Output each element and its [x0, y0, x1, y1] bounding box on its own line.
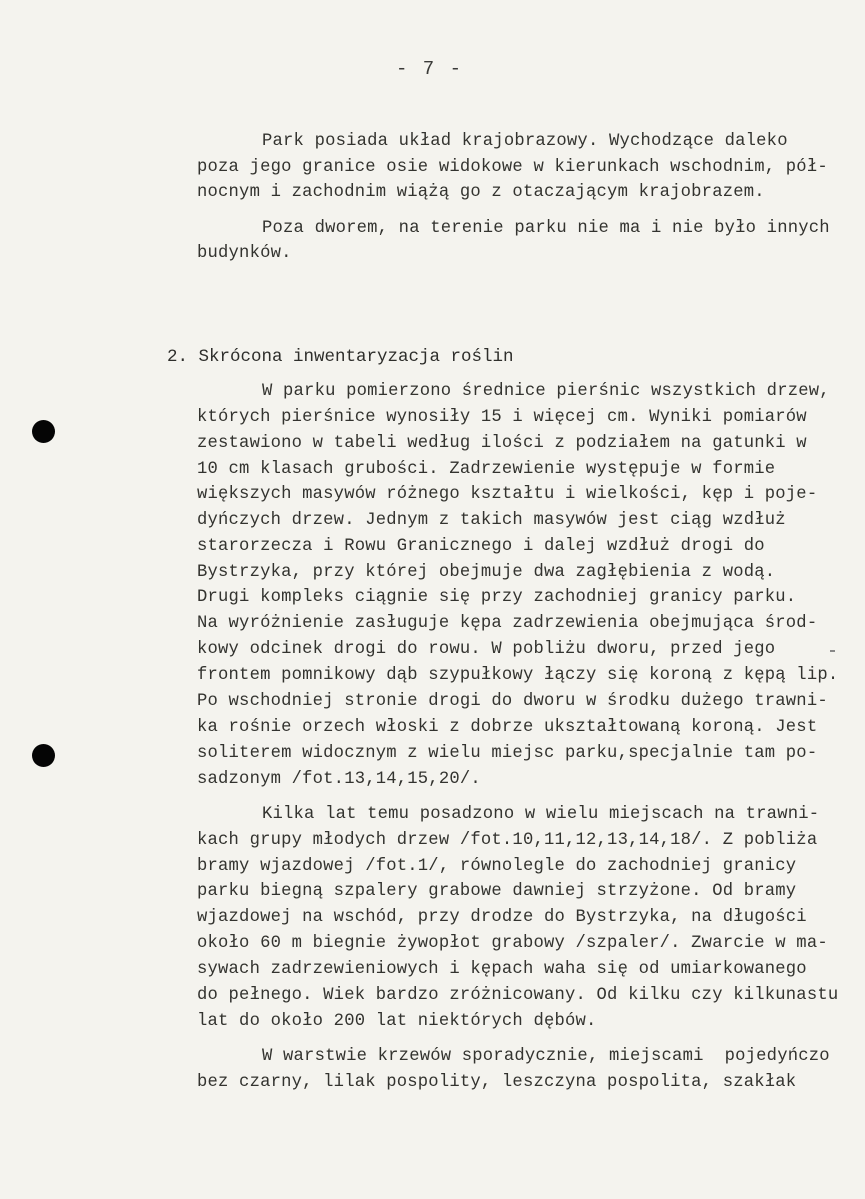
page-number: - 7 - [396, 58, 464, 80]
paragraph-3-line-6: dyńczych drzew. Jednym z takich masywów jest ciąg wzdłuż [197, 511, 786, 530]
paragraph-3-line-5: większych masywów różnego kształtu i wielkości, kęp i poje- [197, 485, 818, 504]
paragraph-3-line-15: soliterem widocznym z wielu miejsc parku,specjalnie tam po- [197, 744, 818, 763]
paragraph-3-line-11: kowy odcinek drogi do rowu. W pobliżu dworu, przed jego [197, 640, 776, 659]
paragraph-4-line-7: sywach zadrzewieniowych i kępach waha się od umiarkowanego [197, 960, 807, 979]
paragraph-3-line-2: których pierśnice wynosiły 15 i więcej cm. Wyniki pomiarów [197, 408, 807, 427]
punch-hole-top [32, 420, 55, 443]
paragraph-4-line-5: wjazdowej na wschód, przy drodze do Bystrzyka, na długości [197, 908, 807, 927]
paragraph-4-line-1: Kilka lat temu posadzono w wielu miejscach na trawni- [262, 805, 820, 824]
punch-hole-bottom [32, 744, 55, 767]
paragraph-3-line-14: ka rośnie orzech włoski z dobrze ukształtowaną koroną. Jest [197, 718, 818, 737]
paragraph-3-line-16: sadzonym /fot.13,14,15,20/. [197, 770, 481, 789]
section-heading: 2. Skrócona inwentaryzacja roślin [167, 347, 514, 367]
paragraph-2-line-2: budynków. [197, 244, 292, 263]
paragraph-2-line-1: Poza dworem, na terenie parku nie ma i nie było innych [262, 219, 830, 238]
paragraph-4-line-9: lat do około 200 lat niektórych dębów. [197, 1012, 597, 1031]
paragraph-3-line-13: Po wschodniej stronie drogi do dworu w środku dużego trawni- [197, 692, 828, 711]
paragraph-1-line-3: nocnym i zachodnim wiążą go z otaczającym krajobrazem. [197, 183, 765, 202]
paragraph-3-line-7: starorzecza i Rowu Granicznego i dalej wzdłuż drogi do [197, 537, 765, 556]
paragraph-3-line-3: zestawiono w tabeli według ilości z podziałem na gatunki w [197, 434, 807, 453]
paragraph-3-line-9: Drugi kompleks ciągnie się przy zachodniej granicy parku. [197, 588, 797, 607]
paragraph-5-line-1: W warstwie krzewów sporadycznie, miejscami pojedyńczo [262, 1047, 830, 1066]
paragraph-4-line-8: do pełnego. Wiek bardzo zróżnicowany. Od kilku czy kilkunastu [197, 986, 839, 1005]
paragraph-3-line-4: 10 cm klasach grubości. Zadrzewienie występuje w formie [197, 460, 776, 479]
paragraph-1-line-2: poza jego granice osie widokowe w kierunkach wschodnim, pół- [197, 158, 828, 177]
paragraph-4-line-3: bramy wjazdowej /fot.1/, równolegle do zachodniej granicy [197, 857, 797, 876]
paragraph-4-line-4: parku biegną szpalery grabowe dawniej strzyżone. Od bramy [197, 882, 797, 901]
paragraph-4-line-6: około 60 m biegnie żywopłot grabowy /szpaler/. Zwarcie w ma- [197, 934, 828, 953]
paragraph-5-line-2: bez czarny, lilak pospolity, leszczyna pospolita, szakłak [197, 1073, 797, 1092]
paragraph-1-line-1: Park posiada układ krajobrazowy. Wychodzące daleko [262, 132, 788, 151]
paragraph-3-line-1: W parku pomierzono średnice pierśnic wszystkich drzew, [262, 382, 830, 401]
paragraph-3-line-10: Na wyróżnienie zasługuje kępa zadrzewienia obejmująca środ- [197, 614, 818, 633]
paragraph-4-line-2: kach grupy młodych drzew /fot.10,11,12,13,14,18/. Z pobliża [197, 831, 818, 850]
stray-mark [830, 650, 835, 652]
paragraph-3-line-12: frontem pomnikowy dąb szypułkowy łączy się koroną z kępą lip. [197, 666, 839, 685]
paragraph-3-line-8: Bystrzyka, przy której obejmuje dwa zagłębienia z wodą. [197, 563, 776, 582]
